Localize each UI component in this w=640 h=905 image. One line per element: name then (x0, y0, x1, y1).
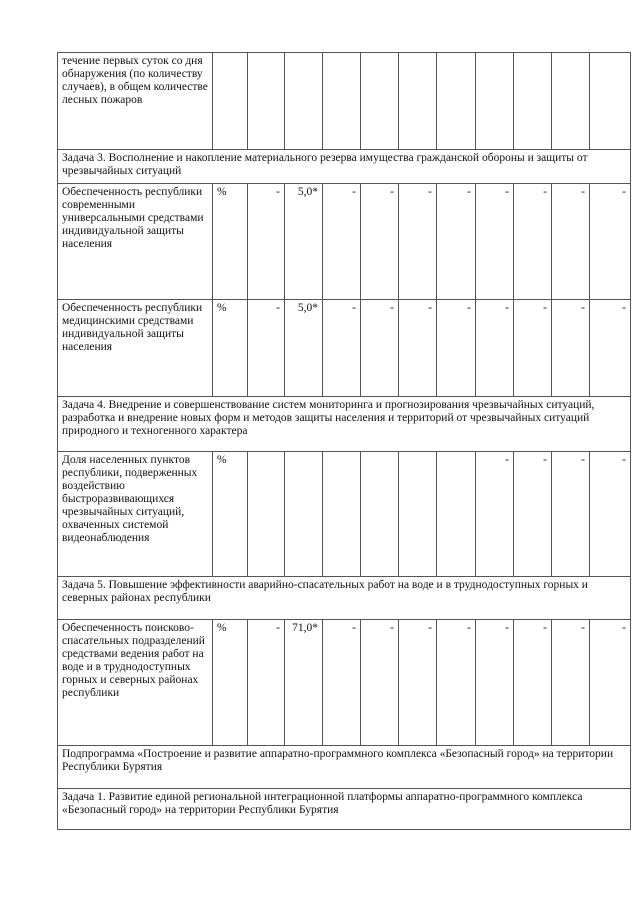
indicator-label: Обеспеченность республики современными универсальными средствами индивидуальной защиты населения (58, 184, 213, 300)
value-cell: - (361, 184, 399, 300)
indicator-row (58, 53, 631, 150)
value-cell: - (552, 300, 590, 397)
value-cell (361, 452, 399, 577)
value-cell: - (476, 452, 514, 577)
task-row (58, 746, 631, 789)
task-row (58, 397, 631, 452)
value-cell (323, 53, 361, 150)
value-cell (285, 452, 323, 577)
value-cell (361, 53, 399, 150)
value-cell (248, 53, 285, 150)
task-heading: Задача 1. Развитие единой региональной интеграционной платформы аппаратно-программного комплекса «Безопасный город» на территории Республики Бурятия (58, 789, 631, 830)
task-heading: Задача 3. Восполнение и накопление материального резерва имущества гражданской обороны и защиты от чрезвычайных ситуаций (58, 150, 631, 184)
task-row (58, 789, 631, 830)
task-heading: Подпрограмма «Построение и развитие аппаратно-программного комплекса «Безопасный город» на территории Республики Бурятия (58, 746, 631, 789)
indicator-label: Доля населенных пунктов республики, подверженных воздействию быстроразвивающихся чрезвычайных ситуаций, охваченных системой видеонаблюдения (58, 452, 213, 577)
value-cell: 71,0* (285, 620, 323, 746)
indicator-row (58, 184, 631, 300)
value-cell: - (590, 300, 631, 397)
value-cell: - (476, 620, 514, 746)
value-cell (552, 53, 590, 150)
value-cell (476, 53, 514, 150)
task-heading: Задача 5. Повышение эффективности аварийно-спасательных работ на воде и в труднодоступных горных и северных районах республики (58, 577, 631, 620)
value-cell: - (399, 300, 437, 397)
task-row (58, 577, 631, 620)
value-cell: - (437, 300, 476, 397)
value-cell: - (437, 620, 476, 746)
value-cell: - (552, 452, 590, 577)
value-cell: 5,0* (285, 184, 323, 300)
value-cell: - (361, 300, 399, 397)
value-cell: - (514, 620, 552, 746)
indicator-row (58, 300, 631, 397)
value-cell: - (248, 300, 285, 397)
value-cell (514, 53, 552, 150)
value-cell: - (248, 620, 285, 746)
indicator-label: Обеспеченность республики медицинскими средствами индивидуальной защиты населения (58, 300, 213, 397)
indicator-label: Обеспеченность поисково-спасательных подразделений средствами ведения работ на воде и в труднодоступных горных и северных районах республики (58, 620, 213, 746)
value-cell (590, 53, 631, 150)
value-cell: - (552, 620, 590, 746)
value-cell: - (552, 184, 590, 300)
task-heading: Задача 4. Внедрение и совершенствование систем мониторинга и прогнозирования чрезвычайных ситуаций, разработка и внедрение новых форм и методов защиты населения и территорий от чрезвычайных ситуаций природного и техногенного характера (58, 397, 631, 452)
value-cell (248, 452, 285, 577)
value-cell (399, 53, 437, 150)
value-cell: - (323, 300, 361, 397)
value-cell: - (323, 184, 361, 300)
value-cell: - (323, 620, 361, 746)
value-cell: 5,0* (285, 300, 323, 397)
unit-cell: % (213, 620, 248, 746)
value-cell: - (476, 300, 514, 397)
indicator-row (58, 452, 631, 577)
unit-cell: % (213, 452, 248, 577)
unit-cell: % (213, 184, 248, 300)
value-cell: - (476, 184, 514, 300)
task-row (58, 150, 631, 184)
value-cell (437, 452, 476, 577)
value-cell: - (514, 300, 552, 397)
indicator-label: течение первых суток со дня обнаружения (по количеству случаев), в общем количестве лесных пожаров (58, 53, 213, 150)
unit-cell (213, 53, 248, 150)
unit-cell: % (213, 300, 248, 397)
value-cell (399, 452, 437, 577)
indicators-table (57, 52, 631, 830)
value-cell: - (590, 452, 631, 577)
value-cell (285, 53, 323, 150)
value-cell: - (437, 184, 476, 300)
value-cell: - (361, 620, 399, 746)
indicator-row (58, 620, 631, 746)
value-cell (323, 452, 361, 577)
value-cell: - (248, 184, 285, 300)
value-cell: - (590, 184, 631, 300)
value-cell: - (514, 452, 552, 577)
value-cell: - (399, 184, 437, 300)
value-cell: - (590, 620, 631, 746)
value-cell: - (399, 620, 437, 746)
value-cell (437, 53, 476, 150)
value-cell: - (514, 184, 552, 300)
